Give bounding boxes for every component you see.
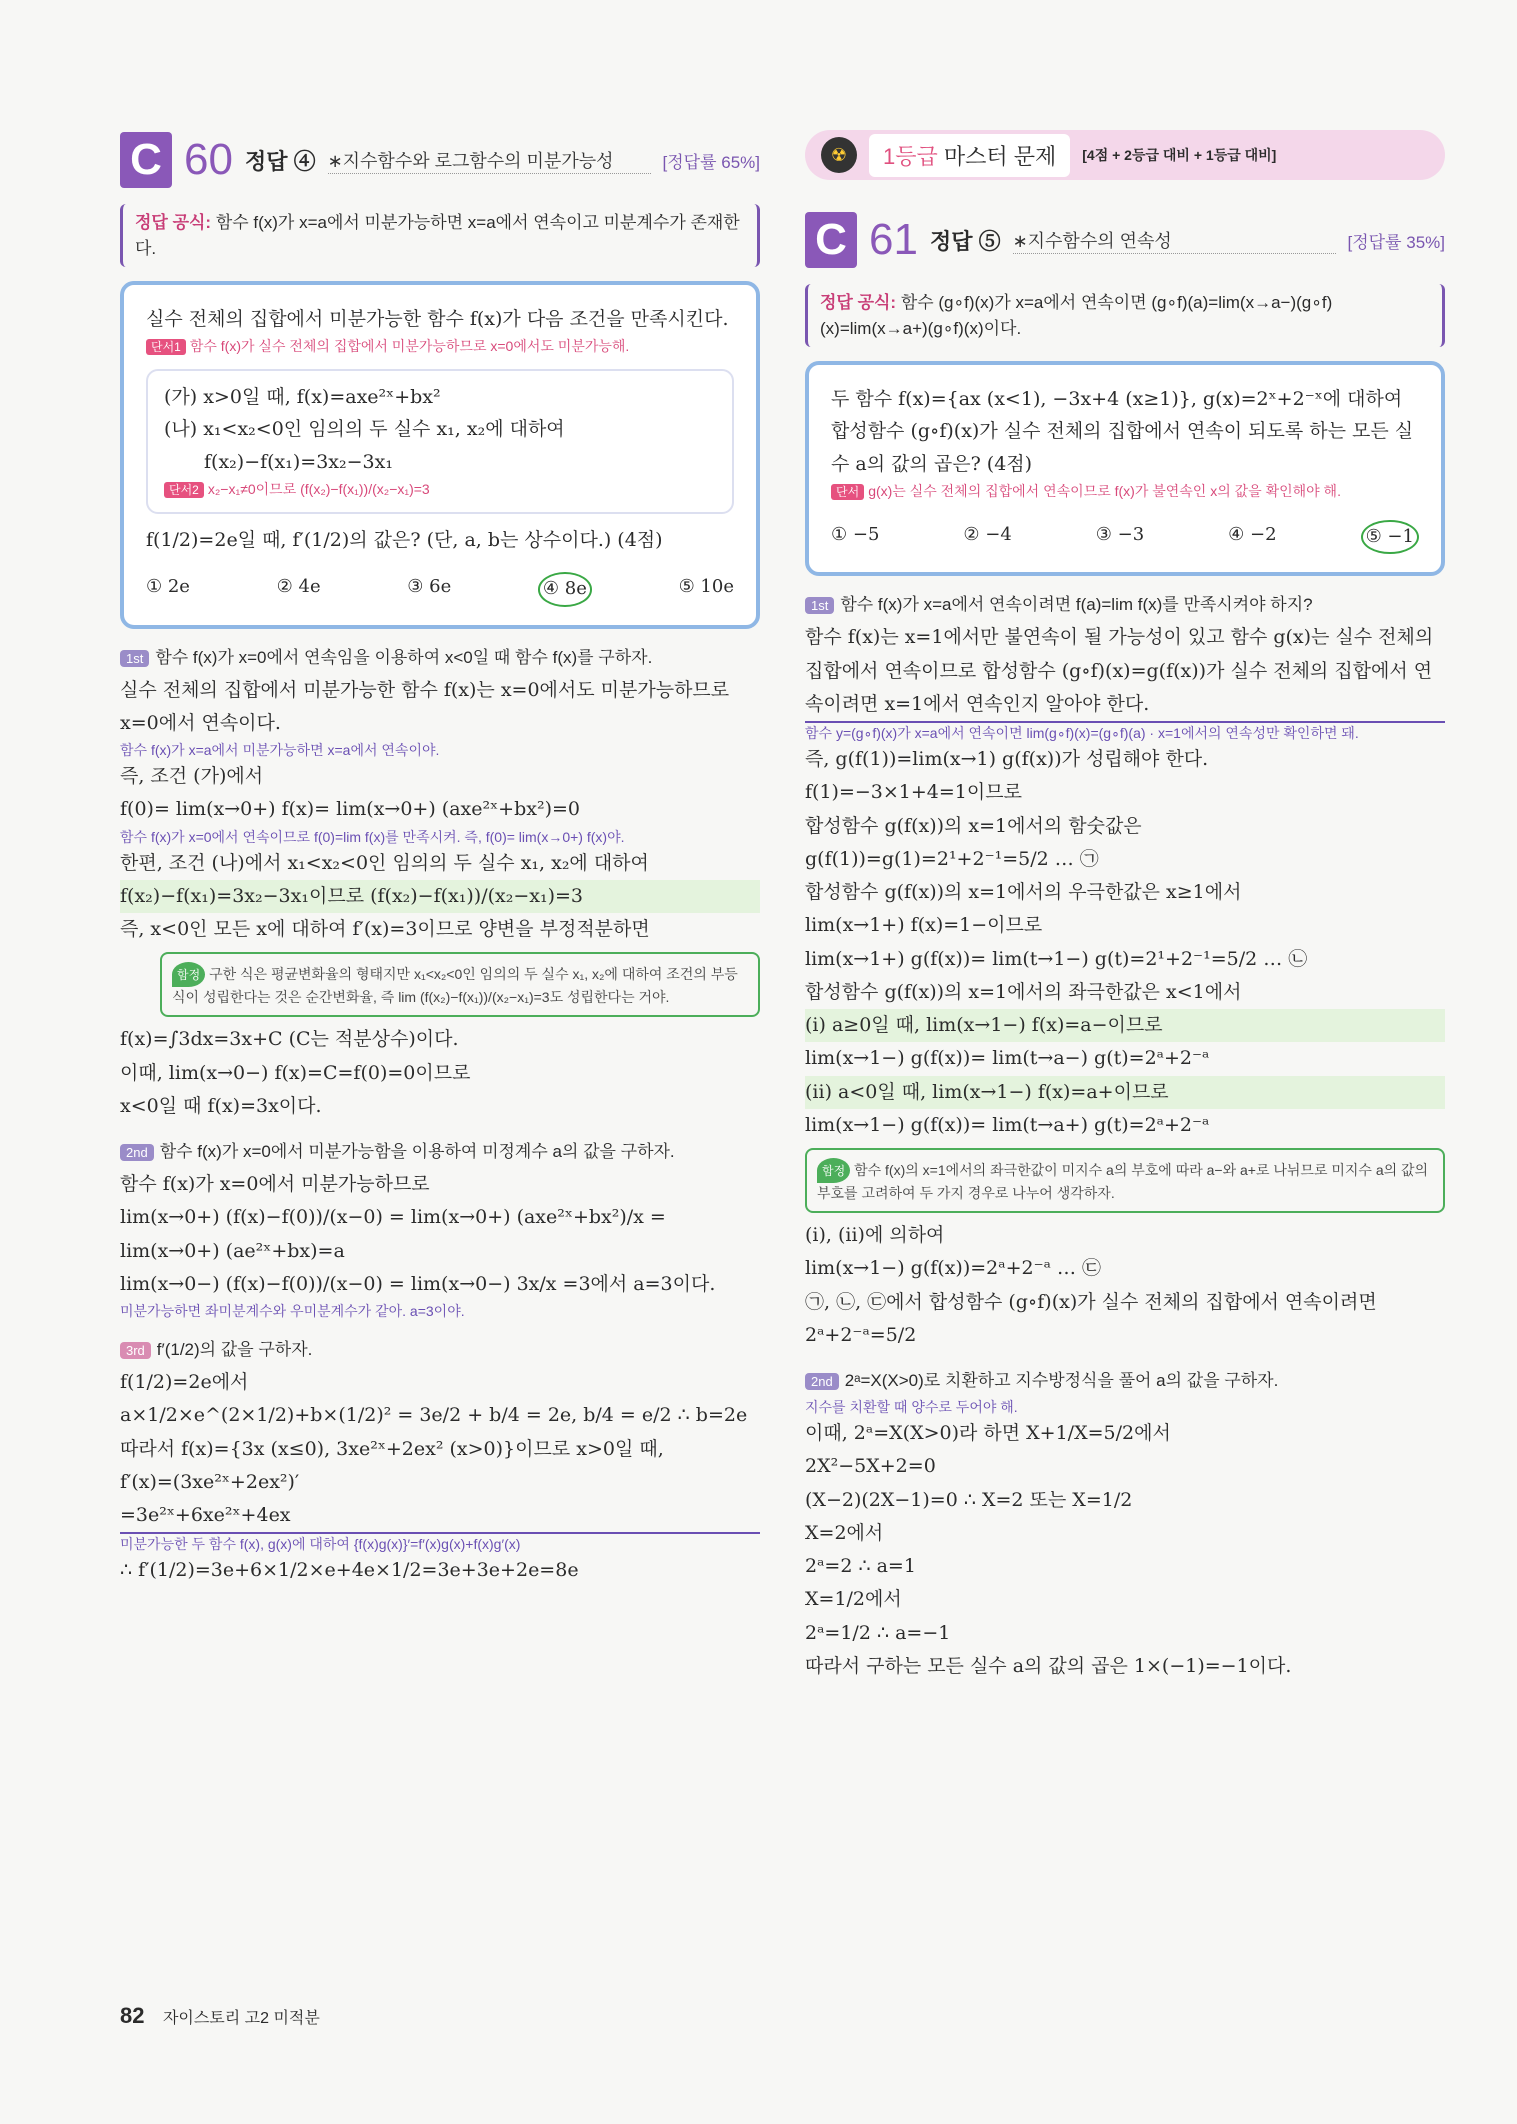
solution-line: ㉠, ㉡, ㉢에서 합성함수 (g∘f)(x)가 실수 전체의 집합에서 연속이려면: [805, 1290, 1377, 1313]
solution-line: lim(x→1+) f(x)=1−이므로: [805, 914, 1043, 937]
trap-pin-icon: 함정: [172, 962, 205, 987]
solution-line: 합성함수 g(f(x))의 x=1에서의 우극한값은 x≥1에서: [805, 881, 1242, 904]
step-1: 1st 함수 f(x)가 x=0에서 연속임을 이용하여 x<0일 때 함수 f(x)를 구하자.: [120, 643, 760, 668]
choice-2: ② 4e: [276, 576, 321, 598]
solution-line: 2X²−5X+2=0: [805, 1455, 936, 1478]
step-1: 1st 함수 f(x)가 x=a에서 연속이려면 f(a)=lim f(x)를 만족시켜야 하지?: [805, 590, 1445, 615]
solution-line: a×1/2×e^(2×1/2)+b×(1/2)² = 3e/2 + b/4 = 2e, b/4 = e/2 ∴ b=2e: [120, 1404, 748, 1427]
correct-rate: [정답률 35%]: [1347, 232, 1445, 252]
condition-b: (나) x₁<x₂<0인 임의의 두 실수 x₁, x₂에 대하여: [164, 418, 565, 441]
solution-line: 실수 전체의 집합에서 미분가능한 함수 f(x)는 x=0에서도 미분가능하므로 x=0에서 연속이다.: [120, 678, 730, 734]
solution-line: lim(x→1−) g(f(x))= lim(t→a+) g(t)=2ᵃ+2⁻ᵃ: [805, 1113, 1210, 1136]
trap-note: 함정 구한 식은 평균변화율의 형태지만 x₁<x₂<0인 임의의 두 실수 x₁, x₂에 대하여 조건의 부등식이 성립한다는 것은 순간변화율, 즉 lim (f(x₂)−f(x₁))/(x₂−x₁)=3도 성립한다는 거야.: [160, 952, 760, 1017]
side-note: 미분가능하면 좌미분계수와 우미분계수가 같아. a=3이야.: [120, 1303, 465, 1320]
question-box: [120, 281, 760, 629]
solution-line: lim(x→1+) g(f(x))= lim(t→1−) g(t)=2¹+2⁻¹=5/2 … ㉡: [805, 947, 1308, 970]
solution-line: g(f(1))=g(1)=2¹+2⁻¹=5/2 … ㉠: [805, 847, 1099, 870]
choice-5: ⑤ 10e: [678, 576, 734, 598]
formula-label: 정답 공식:: [820, 293, 897, 312]
book-title: 자이스토리 고2 미적분: [162, 2010, 320, 2027]
master-banner: [805, 130, 1445, 180]
answer-label: 정답 ⑤: [929, 228, 1001, 254]
answer-label: 정답 ④: [244, 148, 316, 174]
correct-rate: [정답률 65%]: [662, 152, 760, 172]
solution-line: f(1/2)=2e에서: [120, 1371, 249, 1394]
solution-line: lim(x→1−) g(f(x))=2ᵃ+2⁻ᵃ … ㉢: [805, 1257, 1102, 1280]
solution-line: f(0)= lim(x→0+) f(x)= lim(x→0+) (axe²ˣ+bx²)=0: [120, 798, 580, 821]
solution-line: =3e²ˣ+6xe²ˣ+4ex: [120, 1499, 760, 1534]
step-3: 3rd f′(1/2)의 값을 구하자.: [120, 1335, 760, 1360]
problem-number: 61: [869, 215, 918, 264]
solution-line: 2ᵃ=1/2 ∴ a=−1: [805, 1621, 951, 1644]
key-formula: [805, 284, 1445, 347]
topic-title: ∗지수함수의 연속성: [1013, 227, 1336, 254]
bomb-icon: ☢: [821, 137, 857, 173]
solution-line: 즉, g(f(1))=lim(x→1) g(f(x))가 성립해야 한다.: [805, 748, 1209, 771]
chapter-letter: C: [805, 212, 857, 268]
trap-note: 함정 함수 f(x)의 x=1에서의 좌극한값이 미지수 a의 부호에 따라 a−와 a+로 나뉘므로 미지수 a의 값의 부호를 고려하여 두 가지 경우로 나누어 생각하자.: [805, 1148, 1445, 1213]
chapter-letter: C: [120, 132, 172, 188]
solution-line: lim(x→0−) (f(x)−f(0))/(x−0) = lim(x→0−) 3x/x =3에서 a=3이다.: [120, 1272, 716, 1295]
conditions-box: [146, 369, 734, 514]
question-stem: 두 함수 f(x)={ax (x<1), −3x+4 (x≥1)}, g(x)=2ˣ+2⁻ˣ에 대하여: [831, 388, 1403, 410]
condition-b-eq: f(x₂)−f(x₁)=3x₂−3x₁: [204, 450, 393, 473]
master-title: 1등급 마스터 문제: [869, 134, 1070, 177]
right-column: [805, 130, 1445, 1683]
answer-choices: [146, 572, 734, 607]
solution-line: f(x₂)−f(x₁)=3x₂−3x₁이므로 (f(x₂)−f(x₁))/(x₂−x₁)=3: [120, 880, 760, 913]
trap-pin-icon: 함정: [817, 1158, 850, 1183]
solution-line: lim(x→1−) g(f(x))= lim(t→a−) g(t)=2ᵃ+2⁻ᵃ: [805, 1047, 1210, 1070]
page-number: 82: [120, 2003, 145, 2028]
solution-line: 한편, 조건 (나)에서 x₁<x₂<0인 임의의 두 실수 x₁, x₂에 대하여: [120, 851, 649, 874]
question-stem-2: 합성함수 (g∘f)(x)가 실수 전체의 집합에서 연속이 되도록 하는 모든 실수 a의 값의 곱은? (4점): [831, 420, 1414, 475]
solution-line: 따라서 구하는 모든 실수 a의 값의 곱은 1×(−1)=−1이다.: [805, 1654, 1292, 1677]
key-formula: [120, 204, 760, 267]
answer-choices: [831, 520, 1419, 555]
solution-line: 2ᵃ+2⁻ᵃ=5/2: [805, 1323, 917, 1346]
solution-line: 합성함수 g(f(x))의 x=1에서의 함숫값은: [805, 814, 1142, 837]
choice-1: ① 2e: [146, 576, 190, 598]
choice-3: ③ −3: [1095, 523, 1145, 545]
solution-line: X=2에서: [805, 1521, 884, 1544]
solution-line: ∴ f′(1/2)=3e+6×1/2×e+4e×1/2=3e+3e+2e=8e: [120, 1559, 579, 1582]
solution-line: 즉, 조건 (가)에서: [120, 765, 264, 788]
choice-5-correct: ⑤ −1: [1361, 520, 1419, 555]
formula-text: 함수 f(x)가 x=a에서 미분가능하면 x=a에서 연속이고 미분계수가 존재한다.: [135, 213, 740, 258]
step-2: 2nd 2ᵃ=X(X>0)로 치환하고 지수방정식을 풀어 a의 값을 구하자.: [805, 1366, 1445, 1391]
solution-line: 합성함수 g(f(x))의 x=1에서의 좌극한값은 x<1에서: [805, 980, 1242, 1003]
solution-line: (X−2)(2X−1)=0 ∴ X=2 또는 X=1/2: [805, 1488, 1133, 1511]
question-box: [805, 361, 1445, 576]
choice-1: ① −5: [831, 523, 880, 545]
problem-number: 60: [184, 135, 233, 184]
formula-label: 정답 공식:: [135, 213, 212, 232]
solution-line: f(1)=−3×1+4=1이므로: [805, 781, 1022, 804]
hint-2: 단서2 x₂−x₁≠0이므로 (f(x₂)−f(x₁))/(x₂−x₁)=3: [164, 478, 716, 502]
choice-4: ④ −2: [1228, 523, 1277, 545]
solution-line: 따라서 f(x)={3x (x≤0), 3xe²ˣ+2ex² (x>0)}이므로 x>0일 때,: [120, 1437, 664, 1460]
side-note: 함수 f(x)가 x=0에서 연속이므로 f(0)=lim f(x)를 만족시켜. 즉, f(0)= lim(x→0+) f(x)야.: [120, 828, 625, 845]
side-note: 미분가능한 두 함수 f(x), g(x)에 대하여 {f(x)g(x)}′=f′(x)g(x)+f(x)g′(x): [120, 1536, 521, 1553]
problem-61-header: [805, 210, 1445, 270]
question-ask: f(1/2)=2e일 때, f′(1/2)의 값은? (단, a, b는 상수이다.) (4점): [146, 528, 663, 551]
step-2: 2nd 함수 f(x)가 x=0에서 미분가능함을 이용하여 미정계수 a의 값을 구하자.: [120, 1137, 760, 1162]
solution-line: (ii) a<0일 때, lim(x→1−) f(x)=a+이므로: [805, 1076, 1445, 1109]
solution-line: f′(x)=(3xe²ˣ+2ex²)′: [120, 1470, 300, 1493]
side-note: 함수 f(x)가 x=a에서 미분가능하면 x=a에서 연속이야.: [120, 742, 440, 759]
solution-line: 함수 f(x)는 x=1에서만 불연속이 될 가능성이 있고 함수 g(x)는 실수 전체의 집합에서 연속이므로 합성함수 (g∘f)(x)=g(f(x))가 실수 전체의 집합에서 연속이려면 x=1에서 연속인지 알아야 한다.: [805, 621, 1445, 723]
problem-60-header: [120, 130, 760, 190]
solution-line: 함수 f(x)가 x=0에서 미분가능하므로: [120, 1173, 430, 1196]
solution-line: x<0일 때 f(x)=3x이다.: [120, 1094, 322, 1117]
master-subtitle: [4점 + 2등급 대비 + 1등급 대비]: [1082, 147, 1277, 163]
side-note: 함수 y=(g∘f)(x)가 x=a에서 연속이면 lim(g∘f)(x)=(g∘f)(a) · x=1에서의 연속성만 확인하면 돼.: [805, 725, 1359, 742]
formula-text: 함수 (g∘f)(x)가 x=a에서 연속이면 (g∘f)(a)=lim(x→a−)(g∘f)(x)=lim(x→a+)(g∘f)(x)이다.: [820, 293, 1333, 338]
condition-a: (가) x>0일 때, f(x)=axe²ˣ+bx²: [164, 386, 441, 409]
choice-3: ③ 6e: [407, 576, 452, 598]
choice-4-correct: ④ 8e: [538, 572, 592, 607]
solution-line: 이때, lim(x→0−) f(x)=C=f(0)=0이므로: [120, 1061, 471, 1084]
solution-line: (i), (ii)에 의하여: [805, 1224, 945, 1247]
solution-line: f(x)=∫3dx=3x+C (C는 적분상수)이다.: [120, 1028, 459, 1051]
solution-line: 이때, 2ᵃ=X(X>0)라 하면 X+1/X=5/2에서: [805, 1422, 1171, 1445]
left-column: [120, 130, 760, 1588]
solution-line: lim(x→0+) (f(x)−f(0))/(x−0) = lim(x→0+) (axe²ˣ+bx²)/x = lim(x→0+) (ae²ˣ+bx)=a: [120, 1206, 666, 1262]
side-note: 지수를 치환할 때 양수로 두어야 해.: [805, 1399, 1018, 1416]
choice-2: ② −4: [963, 523, 1012, 545]
hint-1: 단서1 함수 f(x)가 실수 전체의 집합에서 미분가능하므로 x=0에서도 미분가능해.: [146, 335, 734, 359]
page-footer: [120, 2003, 320, 2029]
solution-line: X=1/2에서: [805, 1588, 902, 1611]
solution-line: (i) a≥0일 때, lim(x→1−) f(x)=a−이므로: [805, 1009, 1445, 1042]
topic-title: ∗지수함수와 로그함수의 미분가능성: [328, 147, 651, 174]
solution-line: 2ᵃ=2 ∴ a=1: [805, 1555, 916, 1578]
question-stem: 실수 전체의 집합에서 미분가능한 함수 f(x)가 다음 조건을 만족시킨다.: [146, 308, 729, 330]
hint: 단서 g(x)는 실수 전체의 집합에서 연속이므로 f(x)가 불연속인 x의 값을 확인해야 해.: [831, 480, 1419, 504]
solution-line: 즉, x<0인 모든 x에 대하여 f′(x)=3이므로 양변을 부정적분하면: [120, 918, 650, 941]
